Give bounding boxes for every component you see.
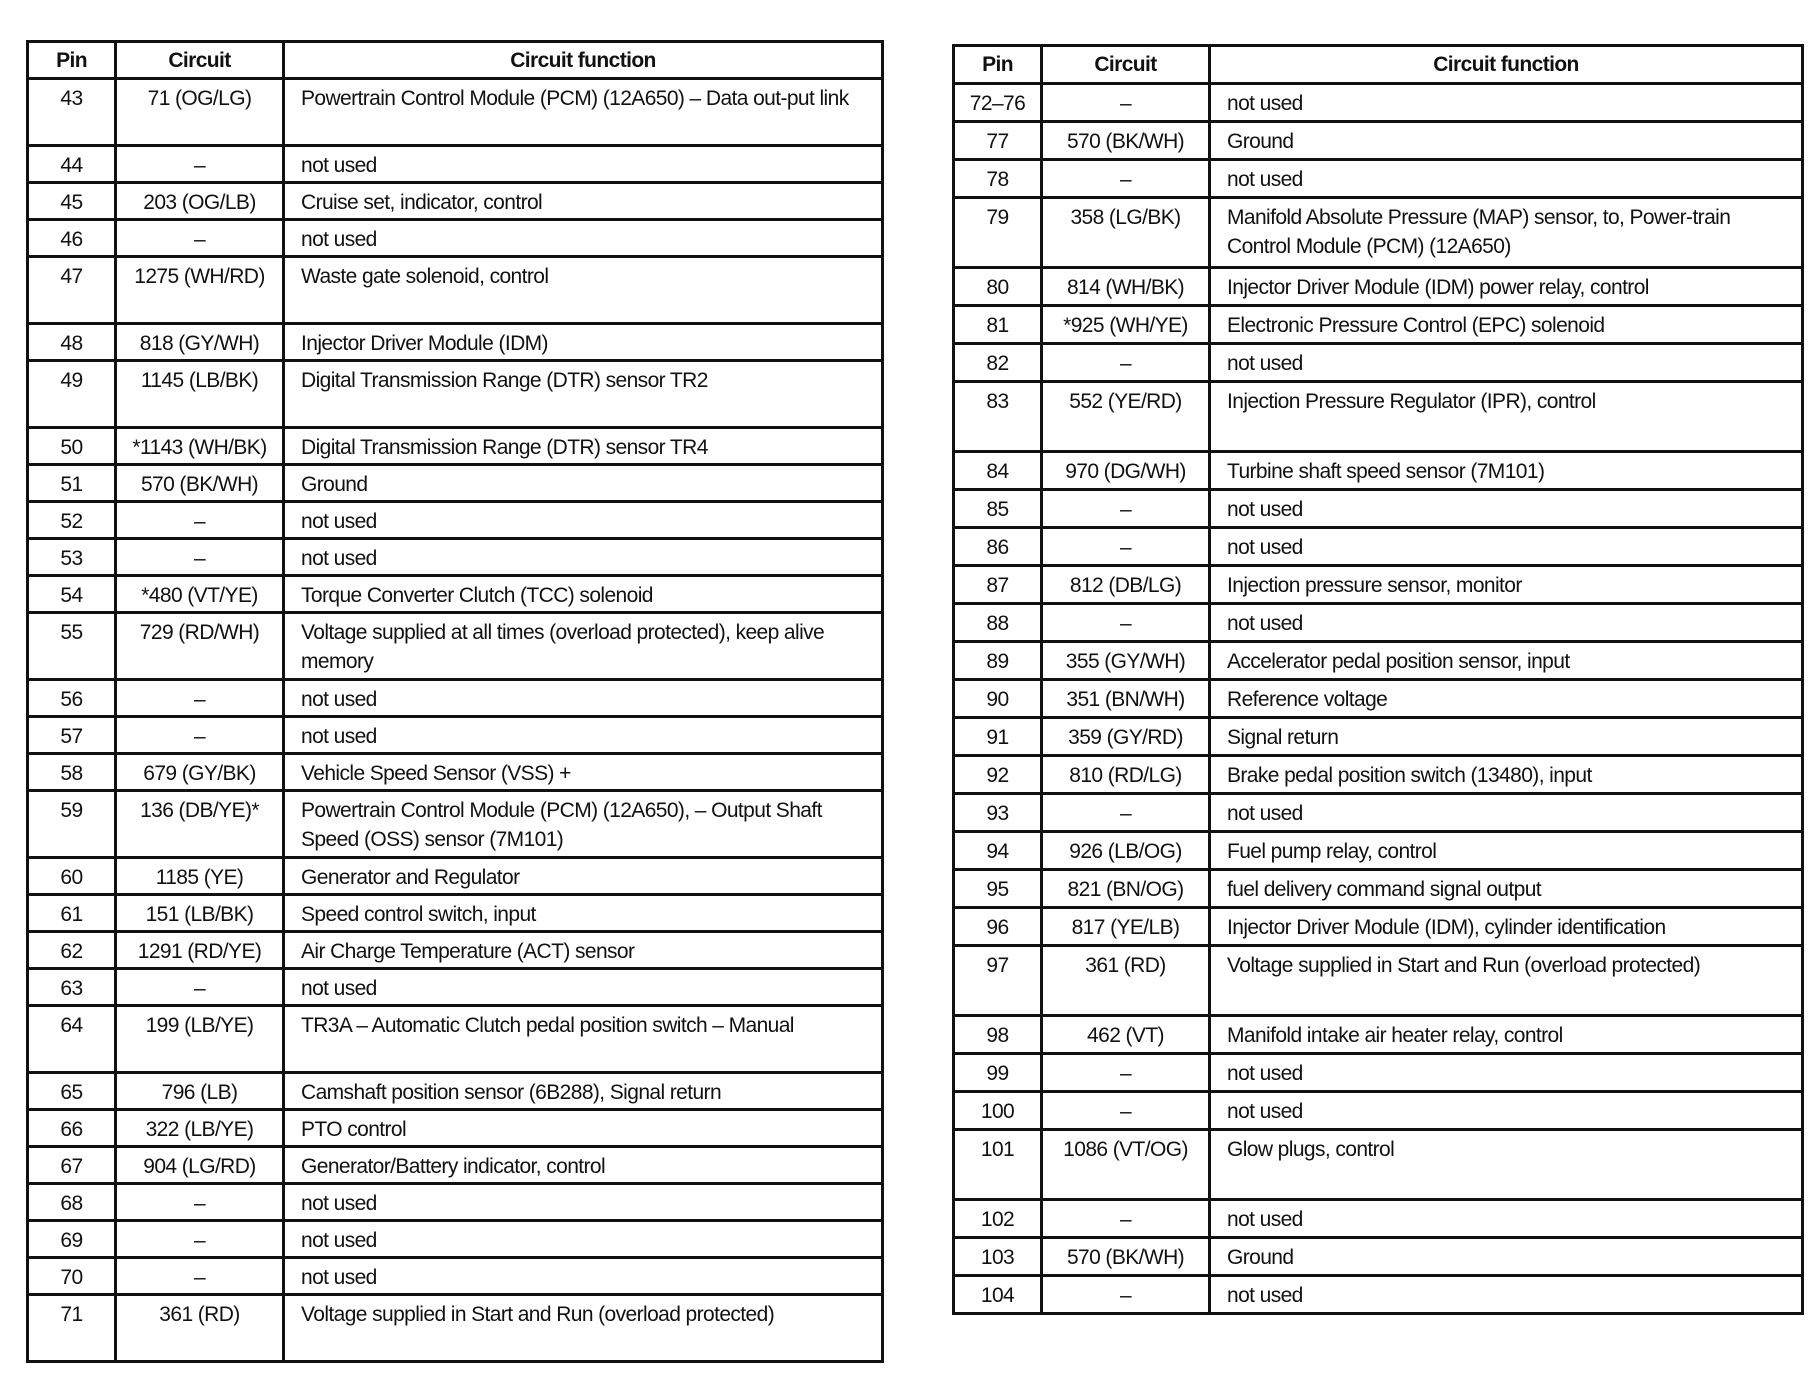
function-cell: not used xyxy=(284,146,883,183)
circuit-cell: 1291 (RD/YE) xyxy=(116,932,284,969)
circuit-cell: 552 (YE/RD) xyxy=(1042,382,1210,452)
function-cell: Injector Driver Module (IDM) power relay, control xyxy=(1210,268,1803,306)
table-row xyxy=(954,946,1803,1016)
pin-cell: 85 xyxy=(954,490,1042,528)
pin-cell: 83 xyxy=(954,382,1042,452)
function-cell: Injector Driver Module (IDM), cylinder identification xyxy=(1210,908,1803,946)
function-cell: Voltage supplied in Start and Run (overload protected) xyxy=(1210,946,1803,1016)
table-row xyxy=(954,1016,1803,1054)
circuit-cell: *1143 (WH/BK) xyxy=(116,428,284,465)
table-row xyxy=(28,539,883,576)
function-cell: Powertrain Control Module (PCM) (12A650), – Output Shaft Speed (OSS) sensor (7M101) xyxy=(284,791,883,858)
circuit-cell: – xyxy=(1042,1092,1210,1130)
circuit-cell: 796 (LB) xyxy=(116,1073,284,1110)
pin-cell: 95 xyxy=(954,870,1042,908)
pin-cell: 79 xyxy=(954,198,1042,268)
table-row xyxy=(28,1006,883,1073)
function-cell: not used xyxy=(284,1184,883,1221)
table-row xyxy=(954,268,1803,306)
circuit-cell: 361 (RD) xyxy=(116,1295,284,1362)
pin-cell: 94 xyxy=(954,832,1042,870)
function-cell: Voltage supplied at all times (overload protected), keep alive memory xyxy=(284,613,883,680)
pin-cell: 48 xyxy=(28,324,116,361)
circuit-cell: 351 (BN/WH) xyxy=(1042,680,1210,718)
circuit-cell: 679 (GY/BK) xyxy=(116,754,284,791)
table-row xyxy=(28,465,883,502)
function-cell: Signal return xyxy=(1210,718,1803,756)
circuit-cell: 570 (BK/WH) xyxy=(116,465,284,502)
function-cell: Waste gate solenoid, control xyxy=(284,257,883,324)
circuit-cell: 570 (BK/WH) xyxy=(1042,122,1210,160)
function-cell: not used xyxy=(1210,528,1803,566)
pin-cell: 57 xyxy=(28,717,116,754)
pin-cell: 86 xyxy=(954,528,1042,566)
function-cell: Generator/Battery indicator, control xyxy=(284,1147,883,1184)
pin-cell: 93 xyxy=(954,794,1042,832)
circuit-cell: *925 (WH/YE) xyxy=(1042,306,1210,344)
pin-cell: 77 xyxy=(954,122,1042,160)
pin-cell: 64 xyxy=(28,1006,116,1073)
table-row xyxy=(954,718,1803,756)
pin-cell: 82 xyxy=(954,344,1042,382)
table-row xyxy=(28,79,883,146)
pin-cell: 71 xyxy=(28,1295,116,1362)
pin-cell: 78 xyxy=(954,160,1042,198)
function-cell: Injection Pressure Regulator (IPR), control xyxy=(1210,382,1803,452)
pin-cell: 81 xyxy=(954,306,1042,344)
circuit-cell: – xyxy=(1042,1276,1210,1314)
table-row xyxy=(954,528,1803,566)
table-row xyxy=(28,969,883,1006)
table-row xyxy=(28,754,883,791)
table-row xyxy=(954,1276,1803,1314)
circuit-cell: 462 (VT) xyxy=(1042,1016,1210,1054)
pin-cell: 84 xyxy=(954,452,1042,490)
pin-cell: 102 xyxy=(954,1200,1042,1238)
circuit-cell: – xyxy=(1042,528,1210,566)
circuit-cell: – xyxy=(116,220,284,257)
pin-cell: 46 xyxy=(28,220,116,257)
function-cell: Turbine shaft speed sensor (7M101) xyxy=(1210,452,1803,490)
table-row xyxy=(28,858,883,895)
function-cell: Air Charge Temperature (ACT) sensor xyxy=(284,932,883,969)
pin-cell: 66 xyxy=(28,1110,116,1147)
table-row xyxy=(28,183,883,220)
table-row xyxy=(28,1258,883,1295)
function-cell: not used xyxy=(1210,1092,1803,1130)
table-row xyxy=(954,122,1803,160)
pin-cell: 101 xyxy=(954,1130,1042,1200)
pinout-table-left xyxy=(26,40,884,1363)
pin-cell: 45 xyxy=(28,183,116,220)
circuit-cell: – xyxy=(1042,1054,1210,1092)
function-cell: not used xyxy=(1210,1054,1803,1092)
pin-cell: 53 xyxy=(28,539,116,576)
table-row xyxy=(28,146,883,183)
table-row xyxy=(28,1073,883,1110)
pinout-table-right xyxy=(952,44,1804,1315)
pin-cell: 65 xyxy=(28,1073,116,1110)
function-cell: not used xyxy=(284,1221,883,1258)
function-cell: Manifold Absolute Pressure (MAP) sensor, to, Power-train Control Module (PCM) (12A650) xyxy=(1210,198,1803,268)
pin-cell: 69 xyxy=(28,1221,116,1258)
table-row xyxy=(28,895,883,932)
function-cell: Voltage supplied in Start and Run (overload protected) xyxy=(284,1295,883,1362)
function-cell: PTO control xyxy=(284,1110,883,1147)
pin-cell: 104 xyxy=(954,1276,1042,1314)
circuit-cell: – xyxy=(116,969,284,1006)
function-cell: not used xyxy=(1210,84,1803,122)
function-cell: not used xyxy=(1210,160,1803,198)
function-cell: Torque Converter Clutch (TCC) solenoid xyxy=(284,576,883,613)
circuit-cell: 1086 (VT/OG) xyxy=(1042,1130,1210,1200)
table-row xyxy=(954,794,1803,832)
function-cell: not used xyxy=(284,502,883,539)
function-cell: Glow plugs, control xyxy=(1210,1130,1803,1200)
function-cell: not used xyxy=(284,1258,883,1295)
circuit-cell: – xyxy=(116,680,284,717)
table-row xyxy=(28,1184,883,1221)
circuit-cell: 355 (GY/WH) xyxy=(1042,642,1210,680)
function-cell: not used xyxy=(284,539,883,576)
circuit-cell: 970 (DG/WH) xyxy=(1042,452,1210,490)
function-cell: not used xyxy=(284,220,883,257)
pin-cell: 90 xyxy=(954,680,1042,718)
table-row xyxy=(954,1130,1803,1200)
pin-cell: 58 xyxy=(28,754,116,791)
function-cell: Digital Transmission Range (DTR) sensor TR2 xyxy=(284,361,883,428)
pin-cell: 52 xyxy=(28,502,116,539)
pin-cell: 50 xyxy=(28,428,116,465)
table-row xyxy=(954,908,1803,946)
function-cell: Powertrain Control Module (PCM) (12A650) – Data out-put link xyxy=(284,79,883,146)
function-cell: not used xyxy=(1210,490,1803,528)
table-row xyxy=(954,680,1803,718)
circuit-cell: – xyxy=(1042,1200,1210,1238)
pin-cell: 80 xyxy=(954,268,1042,306)
function-header: Circuit function xyxy=(284,42,883,79)
circuit-cell: 358 (LG/BK) xyxy=(1042,198,1210,268)
circuit-cell: 810 (RD/LG) xyxy=(1042,756,1210,794)
circuit-cell: 1275 (WH/RD) xyxy=(116,257,284,324)
table-row xyxy=(954,306,1803,344)
pin-cell: 97 xyxy=(954,946,1042,1016)
circuit-cell: 199 (LB/YE) xyxy=(116,1006,284,1073)
function-cell: not used xyxy=(284,717,883,754)
function-cell: Speed control switch, input xyxy=(284,895,883,932)
pin-header: Pin xyxy=(28,42,116,79)
circuit-cell: – xyxy=(1042,84,1210,122)
table-row xyxy=(954,566,1803,604)
function-cell: TR3A – Automatic Clutch pedal position switch – Manual xyxy=(284,1006,883,1073)
function-cell: not used xyxy=(1210,1276,1803,1314)
circuit-cell: 203 (OG/LB) xyxy=(116,183,284,220)
table-row xyxy=(28,680,883,717)
pin-cell: 60 xyxy=(28,858,116,895)
function-cell: Generator and Regulator xyxy=(284,858,883,895)
circuit-cell: 818 (GY/WH) xyxy=(116,324,284,361)
table-row xyxy=(954,452,1803,490)
pin-cell: 68 xyxy=(28,1184,116,1221)
circuit-cell: – xyxy=(1042,344,1210,382)
circuit-cell: – xyxy=(116,502,284,539)
function-cell: not used xyxy=(1210,344,1803,382)
function-header: Circuit function xyxy=(1210,46,1803,84)
table-row xyxy=(954,1054,1803,1092)
pin-cell: 62 xyxy=(28,932,116,969)
function-cell: Camshaft position sensor (6B288), Signal return xyxy=(284,1073,883,1110)
circuit-cell: – xyxy=(116,1221,284,1258)
pin-cell: 70 xyxy=(28,1258,116,1295)
function-cell: Reference voltage xyxy=(1210,680,1803,718)
circuit-cell: 71 (OG/LG) xyxy=(116,79,284,146)
pin-cell: 89 xyxy=(954,642,1042,680)
circuit-header: Circuit xyxy=(116,42,284,79)
pin-cell: 51 xyxy=(28,465,116,502)
table-row xyxy=(28,576,883,613)
table-row xyxy=(28,324,883,361)
circuit-cell: 814 (WH/BK) xyxy=(1042,268,1210,306)
function-cell: Ground xyxy=(1210,1238,1803,1276)
function-cell: not used xyxy=(1210,604,1803,642)
table-row xyxy=(954,1200,1803,1238)
circuit-cell: 817 (YE/LB) xyxy=(1042,908,1210,946)
circuit-cell: 1185 (YE) xyxy=(116,858,284,895)
circuit-cell: – xyxy=(116,146,284,183)
pin-cell: 54 xyxy=(28,576,116,613)
function-cell: Electronic Pressure Control (EPC) solenoid xyxy=(1210,306,1803,344)
circuit-cell: – xyxy=(116,1184,284,1221)
function-cell: Brake pedal position switch (13480), input xyxy=(1210,756,1803,794)
circuit-cell: – xyxy=(1042,160,1210,198)
table-row xyxy=(28,717,883,754)
table-row xyxy=(954,160,1803,198)
table-row xyxy=(28,257,883,324)
pin-header: Pin xyxy=(954,46,1042,84)
circuit-cell: 570 (BK/WH) xyxy=(1042,1238,1210,1276)
circuit-cell: 151 (LB/BK) xyxy=(116,895,284,932)
table-row xyxy=(954,84,1803,122)
circuit-cell: 322 (LB/YE) xyxy=(116,1110,284,1147)
circuit-cell: – xyxy=(1042,604,1210,642)
pin-cell: 99 xyxy=(954,1054,1042,1092)
pin-cell: 49 xyxy=(28,361,116,428)
circuit-cell: – xyxy=(116,1258,284,1295)
pin-cell: 44 xyxy=(28,146,116,183)
circuit-cell: 904 (LG/RD) xyxy=(116,1147,284,1184)
function-cell: fuel delivery command signal output xyxy=(1210,870,1803,908)
pin-cell: 91 xyxy=(954,718,1042,756)
table-row xyxy=(28,220,883,257)
pin-cell: 103 xyxy=(954,1238,1042,1276)
pin-cell: 63 xyxy=(28,969,116,1006)
function-cell: Injection pressure sensor, monitor xyxy=(1210,566,1803,604)
function-cell: Digital Transmission Range (DTR) sensor TR4 xyxy=(284,428,883,465)
circuit-header: Circuit xyxy=(1042,46,1210,84)
pin-cell: 59 xyxy=(28,791,116,858)
circuit-cell: 926 (LB/OG) xyxy=(1042,832,1210,870)
table-row xyxy=(28,428,883,465)
function-cell: Ground xyxy=(284,465,883,502)
pin-cell: 88 xyxy=(954,604,1042,642)
circuit-cell: 1145 (LB/BK) xyxy=(116,361,284,428)
function-cell: Fuel pump relay, control xyxy=(1210,832,1803,870)
pin-cell: 67 xyxy=(28,1147,116,1184)
circuit-cell: – xyxy=(1042,490,1210,528)
table-row xyxy=(28,361,883,428)
table-row xyxy=(28,1147,883,1184)
pin-cell: 87 xyxy=(954,566,1042,604)
table-row xyxy=(28,1221,883,1258)
table-row xyxy=(954,1238,1803,1276)
circuit-cell: 729 (RD/WH) xyxy=(116,613,284,680)
function-cell: Manifold intake air heater relay, control xyxy=(1210,1016,1803,1054)
pin-cell: 56 xyxy=(28,680,116,717)
pin-cell: 92 xyxy=(954,756,1042,794)
circuit-cell: *480 (VT/YE) xyxy=(116,576,284,613)
header-row xyxy=(28,42,883,79)
pin-cell: 61 xyxy=(28,895,116,932)
function-cell: Injector Driver Module (IDM) xyxy=(284,324,883,361)
table-row xyxy=(28,1110,883,1147)
table-row xyxy=(954,832,1803,870)
function-cell: Ground xyxy=(1210,122,1803,160)
table-row xyxy=(954,344,1803,382)
circuit-cell: 812 (DB/LG) xyxy=(1042,566,1210,604)
circuit-cell: 359 (GY/RD) xyxy=(1042,718,1210,756)
function-cell: not used xyxy=(284,969,883,1006)
function-cell: not used xyxy=(1210,794,1803,832)
pin-cell: 72–76 xyxy=(954,84,1042,122)
table-row xyxy=(28,791,883,858)
table-row xyxy=(954,870,1803,908)
table-row xyxy=(28,1295,883,1362)
table-row xyxy=(28,932,883,969)
table-row xyxy=(954,604,1803,642)
circuit-cell: 361 (RD) xyxy=(1042,946,1210,1016)
circuit-cell: 136 (DB/YE)* xyxy=(116,791,284,858)
pin-cell: 47 xyxy=(28,257,116,324)
table-row xyxy=(954,382,1803,452)
table-row xyxy=(954,1092,1803,1130)
function-cell: Vehicle Speed Sensor (VSS) + xyxy=(284,754,883,791)
table-row xyxy=(954,490,1803,528)
circuit-cell: 821 (BN/OG) xyxy=(1042,870,1210,908)
header-row xyxy=(954,46,1803,84)
function-cell: not used xyxy=(1210,1200,1803,1238)
pin-cell: 43 xyxy=(28,79,116,146)
table-row xyxy=(954,642,1803,680)
function-cell: Cruise set, indicator, control xyxy=(284,183,883,220)
pin-cell: 100 xyxy=(954,1092,1042,1130)
table-row xyxy=(28,613,883,680)
circuit-cell: – xyxy=(1042,794,1210,832)
pin-cell: 96 xyxy=(954,908,1042,946)
circuit-cell: – xyxy=(116,717,284,754)
pin-cell: 98 xyxy=(954,1016,1042,1054)
circuit-cell: – xyxy=(116,539,284,576)
table-row xyxy=(954,198,1803,268)
table-row xyxy=(28,502,883,539)
pin-cell: 55 xyxy=(28,613,116,680)
function-cell: Accelerator pedal position sensor, input xyxy=(1210,642,1803,680)
function-cell: not used xyxy=(284,680,883,717)
table-row xyxy=(954,756,1803,794)
